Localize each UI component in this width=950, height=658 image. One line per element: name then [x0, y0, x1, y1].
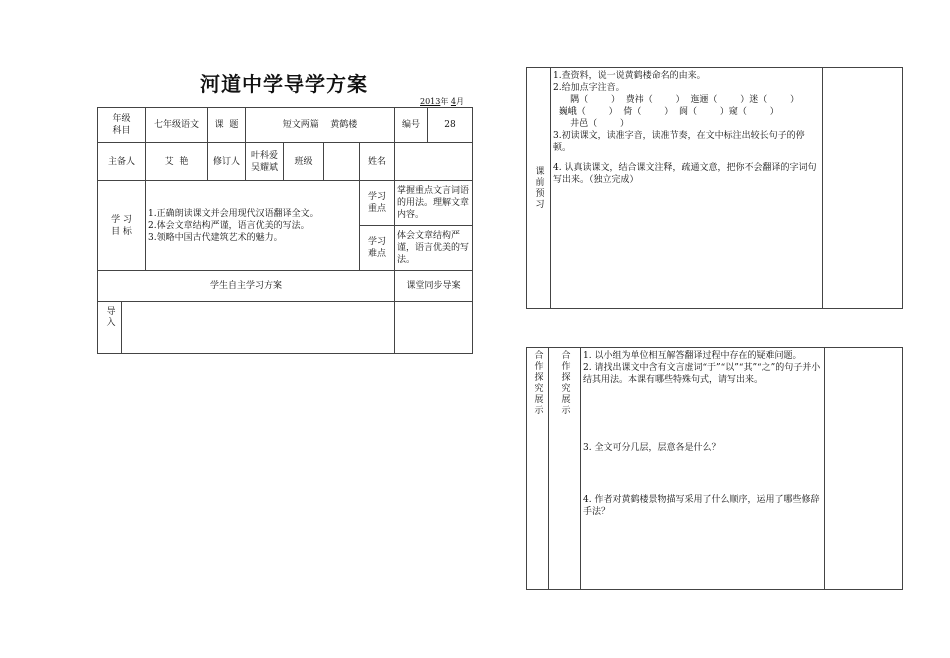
goal-item: 2.体会文章结构严谨，语言优美的写法。	[148, 220, 310, 231]
topic-value: 短文两篇 黄鹤楼	[246, 108, 395, 143]
date-line	[420, 96, 464, 107]
name-value[interactable]	[395, 143, 473, 181]
explore-table	[526, 347, 903, 590]
difficulty-label: 学习 难点	[360, 226, 395, 271]
grade-label: 年级 科目	[98, 108, 146, 143]
key-points-text: 掌握重点文言词语的用法。理解文章内容。	[395, 181, 473, 226]
number-label: 编号	[395, 108, 428, 143]
preview-item: 3.初读课文，读准字音，读准节奏，在文中标注出较长句子的停顿。	[553, 131, 805, 153]
class-guide-header: 课堂同步导案	[395, 271, 473, 302]
date-month: 4	[450, 97, 456, 106]
explore-inner-label: 合作探究展示	[559, 350, 570, 416]
preview-item: 4. 认真读课文，结合课文注释，疏通文意，把你不会翻译的字词句写出来。（独立完成）	[553, 163, 817, 185]
preparer-label: 主备人	[98, 143, 146, 181]
date-year: 2013	[420, 97, 441, 106]
class-label: 班级	[284, 143, 324, 181]
intro-guide[interactable]	[395, 302, 473, 354]
self-study-header: 学生自主学习方案	[98, 271, 395, 302]
intro-content[interactable]	[122, 302, 395, 354]
explore-outer-label: 合作探究展示	[532, 350, 543, 416]
number-value: 28	[428, 108, 473, 143]
preview-item: 井邑（ ）	[553, 119, 630, 129]
explore-question-2: 2. 请找出课文中含有文言虚词“于”“以”“其”“之”的句子并小结其用法。本课有哪些特殊句式，请写出来。	[583, 363, 821, 385]
reviser-value: 叶科爱 吴耀斌	[246, 143, 284, 181]
preview-item: 巍峨（ ） 倚（ ） 阆（ ）窥（ ）	[553, 107, 779, 117]
preview-table	[526, 67, 903, 309]
preview-item: 2.给加点字注音。	[553, 83, 625, 93]
preview-item	[553, 154, 820, 162]
name-label: 姓名	[360, 143, 395, 181]
class-value[interactable]	[324, 143, 360, 181]
date-month-suffix: 月	[456, 97, 464, 106]
difficulty-text: 体会文章结构严谨，语言优美的写法。	[395, 226, 473, 271]
topic-label: 课 题	[208, 108, 246, 143]
intro-label: 导入	[104, 306, 115, 328]
intro-label-cell	[98, 302, 122, 354]
preview-item: 1.查资料，说一说黄鹤楼命名的由来。	[553, 71, 706, 81]
date-year-suffix: 年	[440, 97, 449, 106]
explore-inner-label-cell	[549, 348, 581, 590]
page-title: 河道中学导学方案	[200, 72, 368, 96]
key-points-label: 学习 重点	[360, 181, 395, 226]
goals-label: 学 习 目 标	[98, 181, 146, 271]
preview-label-cell	[527, 68, 551, 309]
lesson-info-table	[97, 107, 473, 354]
explore-question-1: 1. 以小组为单位相互解答翻译过程中存在的疑难问题。	[583, 351, 802, 361]
preview-label: 课前预习	[533, 166, 544, 210]
goals-cell	[146, 181, 360, 271]
goal-item: 1.正确朗读课文并会用现代汉语翻译全文。	[148, 208, 319, 219]
preparer-value: 艾 艳	[146, 143, 208, 181]
explore-content	[581, 348, 825, 590]
preview-guide[interactable]	[823, 68, 903, 309]
reviser-label: 修订人	[208, 143, 246, 181]
preview-item: 隅（ ） 费祎（ ） 迤逦（ ）迷（ ）	[553, 95, 800, 105]
goal-item: 3.领略中国古代建筑艺术的魅力。	[148, 232, 283, 243]
explore-guide[interactable]	[825, 348, 903, 590]
explore-question-4: 4. 作者对黄鹤楼景物描写采用了什么顺序，运用了哪些修辞手法？	[583, 495, 820, 517]
grade-value: 七年级语文	[146, 108, 208, 143]
explore-outer-label-cell	[527, 348, 549, 590]
explore-question-3: 3. 全文可分几层，层意各是什么？	[583, 443, 721, 453]
preview-content	[551, 68, 823, 309]
